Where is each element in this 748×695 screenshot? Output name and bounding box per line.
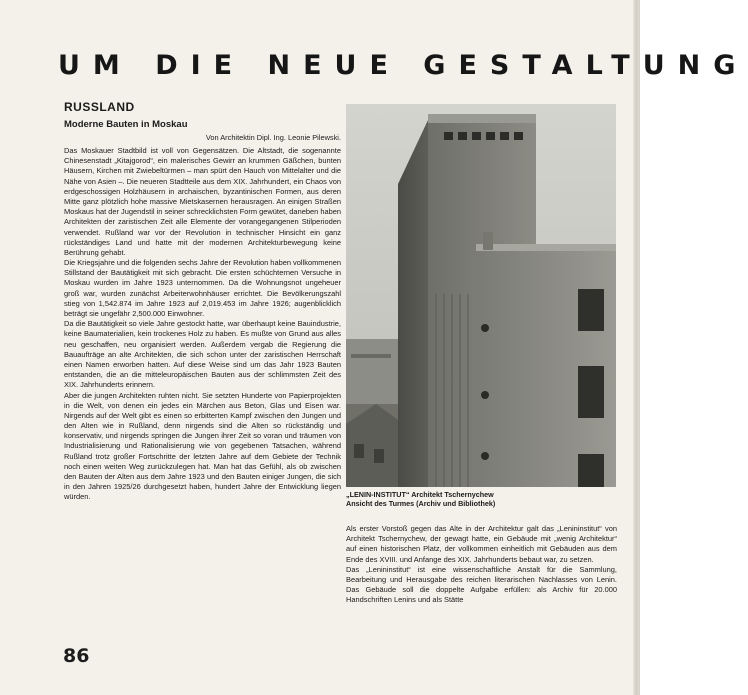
- caption-subtitle: Ansicht des Turmes (Archiv und Bibliothek): [346, 498, 496, 508]
- paragraph: Die Kriegsjahre und die folgenden sechs Jahre der Revolution haben vollkommenen Stillstand der Bautätigkeit mit sich gebracht. Die ersten schüchternen Versuche in Moskau wurden im Jahre 1923 unternommen. Da die Wohnungsnot ungeheuer groß war, wurden zunächst Arbeiterwohnhäuser errichtet. Die Bevölkerungszahl stieg von 1,542.874 im Jahre 1923 auf 2,019.453 im Jahre 1926; augenblicklich beträgt sie ungefähr 2,500.000 Einwohner.: [64, 258, 342, 318]
- paragraph: Das „Lenininstitut“ ist eine wissenschaftliche Anstalt für die Sammlung, Bearbeitung und Herausgabe des reichen literarischen Nachlasses von Lenin. Das Gebäude soll die doppelte Aufgabe erfüllen: als Archiv für 20.000 Handschriften Lenins und als Stätte: [346, 564, 617, 605]
- article-right-column: [346, 524, 617, 606]
- page-header-title: UM DIE NEUE GESTALTUNG: [58, 50, 748, 81]
- caption-title: „LENIN-INSTITUT“ Architekt Tschernychew: [346, 490, 494, 499]
- article-subtitle: Moderne Bauten in Moskau: [64, 119, 188, 130]
- section-title: RUSSLAND: [64, 100, 135, 114]
- article-left-column: [64, 100, 341, 503]
- article-byline: Von Architektin Dipl. Ing. Leonie Pilewski.: [205, 133, 341, 142]
- article-body: [64, 146, 341, 503]
- page-number: 86: [63, 645, 90, 667]
- paragraph: Das Moskauer Stadtbild ist voll von Gegensätzen. Die Altstadt, die sogenannte Chinesenstadt „Kitajgorod“, ein malerisches Gewirr an krummen Gäßchen, bunten Häusern, Kirchen mit Zwiebeltürmen – man spürt den Hauch von Mittelalter und die Nähe von Asien –. Die neueren Stadtteile aus dem XIX. Jahrhundert, ein Chaos von erdgeschossigen Holzhäusern in archaischen, byzantinischen Formen, aus deren Mitte ganz plötzlich hohe massive Mietskasernen herausragen. An einigen Straßen Moskaus hat der Jugendstil in seiner schrecklichsten Form gewütet, daneben haben Architekten der zaristischen Zeit alle Elemente der vorangegangenen Stilperioden verwendet. Rußland war vor der Revolution in technischer Hinsicht ein ganz rückständiges Land und hatte mit der modernen Architekturbewegung keine Berührung gehabt.: [64, 146, 341, 257]
- photo-caption: [346, 491, 618, 508]
- paragraph: Aber die jungen Architekten ruhten nicht. Sie setzten Hunderte von Papierprojekten in die Welt, von denen ein jedes ein Märchen aus Beton, Glas und Eisen war. Nirgends auf der Welt gibt es einen so erbitterten Kampf zwischen den Jungen und den Alten wie in Rußland, denn nirgends sind die Alten so rückständig und konservativ, und nirgends springen die Jungen ihrer Zeit so voran und träumen von Industrialisierung und Rationalisierung wie von gegebenen Tatsachen, während Rußland trotz großer Fortschritte der letzten Jahre auf dem Gebiete der Technik noch einen weiten Weg zurückzulegen hat. Man hat das Gefühl, als ob zwischen den Bauten der Alten aus dem Jahre 1923 und den Bauten einiger Jungen, die sich in den Jahren 1925/26 durchgesetzt haben, hundert Jahre der Entwicklung liegen würden.: [64, 390, 341, 502]
- page-edge: [633, 0, 637, 695]
- lenin-institute-photo: [346, 104, 616, 487]
- paragraph: Da die Bautätigkeit so viele Jahre gestockt hatte, war überhaupt keine Bauindustrie, keine Baumaterialien, kein trockenes Holz zu haben. Es mußte von Grund aus alles neu geschaffen, neu organisiert werden. Außerdem vergab die Regierung die Bauaufträge an alte Architekten, die sich schon unter der zaristischen Herrschaft einen Namen erworben hatten. Auf diese Weise sind um das Jahr 1923 Bauten entstanden, die an die mitteleuropäischen Bauten aus der schlimmsten Zeit des XIX. Jahrhunderts erinnern.: [64, 319, 341, 390]
- paragraph: Als erster Vorstoß gegen das Alte in der Architektur galt das „Lenininstitut“ von Architekt Tschernychew, der gewagt hatte, ein Gebäude mit „wenig Architektur“ auf einen historischen Platz, der vollkommen einheitlich mit Gebäuden aus dem Ende des XVIII. und Anfange des XIX. Jahrhunderts bebaut war, zu setzen.: [346, 524, 617, 564]
